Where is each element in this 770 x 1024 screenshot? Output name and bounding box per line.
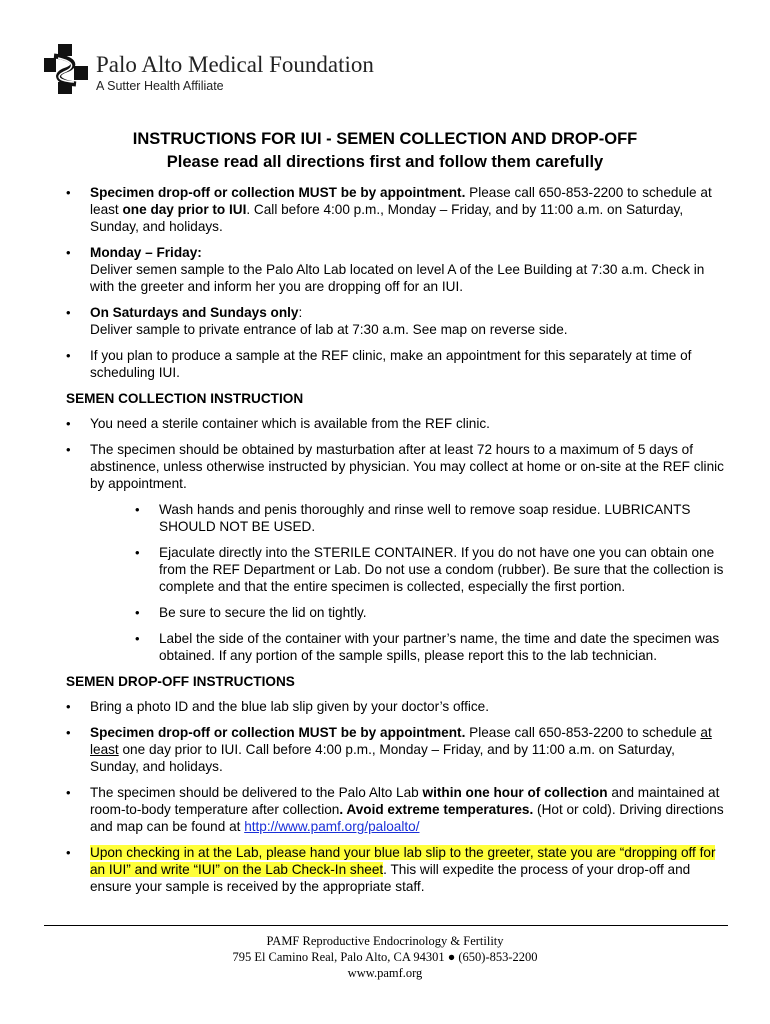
intro-list	[66, 184, 726, 381]
collection-heading: SEMEN COLLECTION INSTRUCTION	[66, 391, 304, 406]
highlighted-note: Upon checking in at the Lab, please hand your blue lab slip to the greeter, state you are “dropping off for an IUI” and write “IUI” on the Lab Check-In sheet	[90, 845, 716, 877]
list-item: • Specimen drop-off or collection MUST be by appointment. Please call 650-853-2200 to schedule at least one day prior to IUI. Call before 4:00 p.m., Monday – Friday, and by 11:00 a.m. on Saturday, Sunday, and holidays.	[66, 184, 726, 235]
title-line-1: INSTRUCTIONS FOR IUI - SEMEN COLLECTION AND DROP-OFF	[132, 130, 638, 148]
list-item: • Specimen drop-off or collection MUST be by appointment. Please call 650-853-2200 to schedule at least one day prior to IUI. Call before 4:00 p.m., Monday – Friday, and by 11:00 a.m. on Saturday, Sunday, and holidays.	[66, 724, 726, 775]
title-line-2: Please read all directions first and follow them carefully	[166, 153, 604, 171]
list-item: • The specimen should be delivered to the Palo Alto Lab within one hour of collection and maintained at room-to-body temperature after collection. Avoid extreme temperatures. (Hot or cold). Driving directions and map can be found at http://www.pamf.org/paloalto/	[66, 784, 726, 835]
footer-dept: PAMF Reproductive Endocrinology & Fertility	[266, 934, 504, 948]
list-item: • If you plan to produce a sample at the REF clinic, make an appointment for this separately at time of scheduling IUI.	[66, 347, 726, 381]
list-item: • You need a sterile container which is available from the REF clinic.	[66, 415, 726, 432]
footer-website: www.pamf.org	[347, 966, 423, 980]
instructions-body	[66, 184, 726, 904]
collection-sub-list	[135, 501, 726, 664]
list-item: • Monday – Friday: Deliver semen sample to the Palo Alto Lab located on level A of the Lee Building at 7:30 a.m. Check in with the greeter and inform her you are dropping off for an IUI.	[66, 244, 726, 295]
list-item: • Wash hands and penis thoroughly and rinse well to remove soap residue. LUBRICANTS SHOULD NOT BE USED.	[135, 501, 726, 535]
org-name: Palo Alto Medical Foundation	[96, 52, 374, 77]
collection-list	[66, 415, 726, 664]
page-title	[0, 128, 770, 174]
appointment-note: Specimen drop-off or collection MUST be by appointment.	[90, 185, 466, 200]
footer-divider	[44, 925, 728, 926]
list-item: • Upon checking in at the Lab, please hand your blue lab slip to the greeter, state you are “dropping off for an IUI” and write “IUI” on the Lab Check-In sheet. This will expedite the process of your drop-off and ensure your sample is received by the appropriate staff.	[66, 844, 726, 895]
list-item: • Ejaculate directly into the STERILE CONTAINER. If you do not have one you can obtain one from the REF Department or Lab. Do not use a condom (rubber). Be sure that the collection is complete and that the entire specimen is collected, especially the first portion.	[135, 544, 726, 595]
dropoff-list	[66, 698, 726, 895]
affiliate-label: A Sutter Health Affiliate	[96, 79, 224, 93]
header-logo	[44, 44, 374, 94]
list-item: • The specimen should be obtained by masturbation after at least 72 hours to a maximum of 5 days of abstinence, unless otherwise instructed by physician. You may collect at home or on-site at the REF clinic by appointment. • Wash hands and penis thoroughly and rinse well to remove soap residue. LUBRICANTS SHOULD NOT BE USED. • Ejaculate directly into the STERILE CONTAINER. If you do not have one you can obtain one from the REF Department or Lab. Do not use a condom (rubber). Be sure that the collection is complete and that the entire specimen is collected, especially the first portion. • Be sure to secure the lid on tightly. • Label the side of the container with your partner’s name, the time and date the specimen was obtained. If any portion of the sample spills, please report this to the lab technician.	[66, 441, 726, 664]
footer-address: 795 El Camino Real, Palo Alto, CA 94301 ● (650)-853-2200	[232, 950, 538, 964]
footer	[0, 933, 770, 981]
pamf-logo-icon	[44, 44, 90, 94]
dropoff-heading: SEMEN DROP-OFF INSTRUCTIONS	[66, 674, 295, 689]
list-item: • Bring a photo ID and the blue lab slip given by your doctor’s office.	[66, 698, 726, 715]
list-item: • Label the side of the container with your partner’s name, the time and date the specimen was obtained. If any portion of the sample spills, please report this to the lab technician.	[135, 630, 726, 664]
list-item: • On Saturdays and Sundays only: Deliver sample to private entrance of lab at 7:30 a.m. See map on reverse side.	[66, 304, 726, 338]
list-item: • Be sure to secure the lid on tightly.	[135, 604, 726, 621]
pamf-directions-link[interactable]: http://www.pamf.org/paloalto/	[244, 819, 420, 834]
